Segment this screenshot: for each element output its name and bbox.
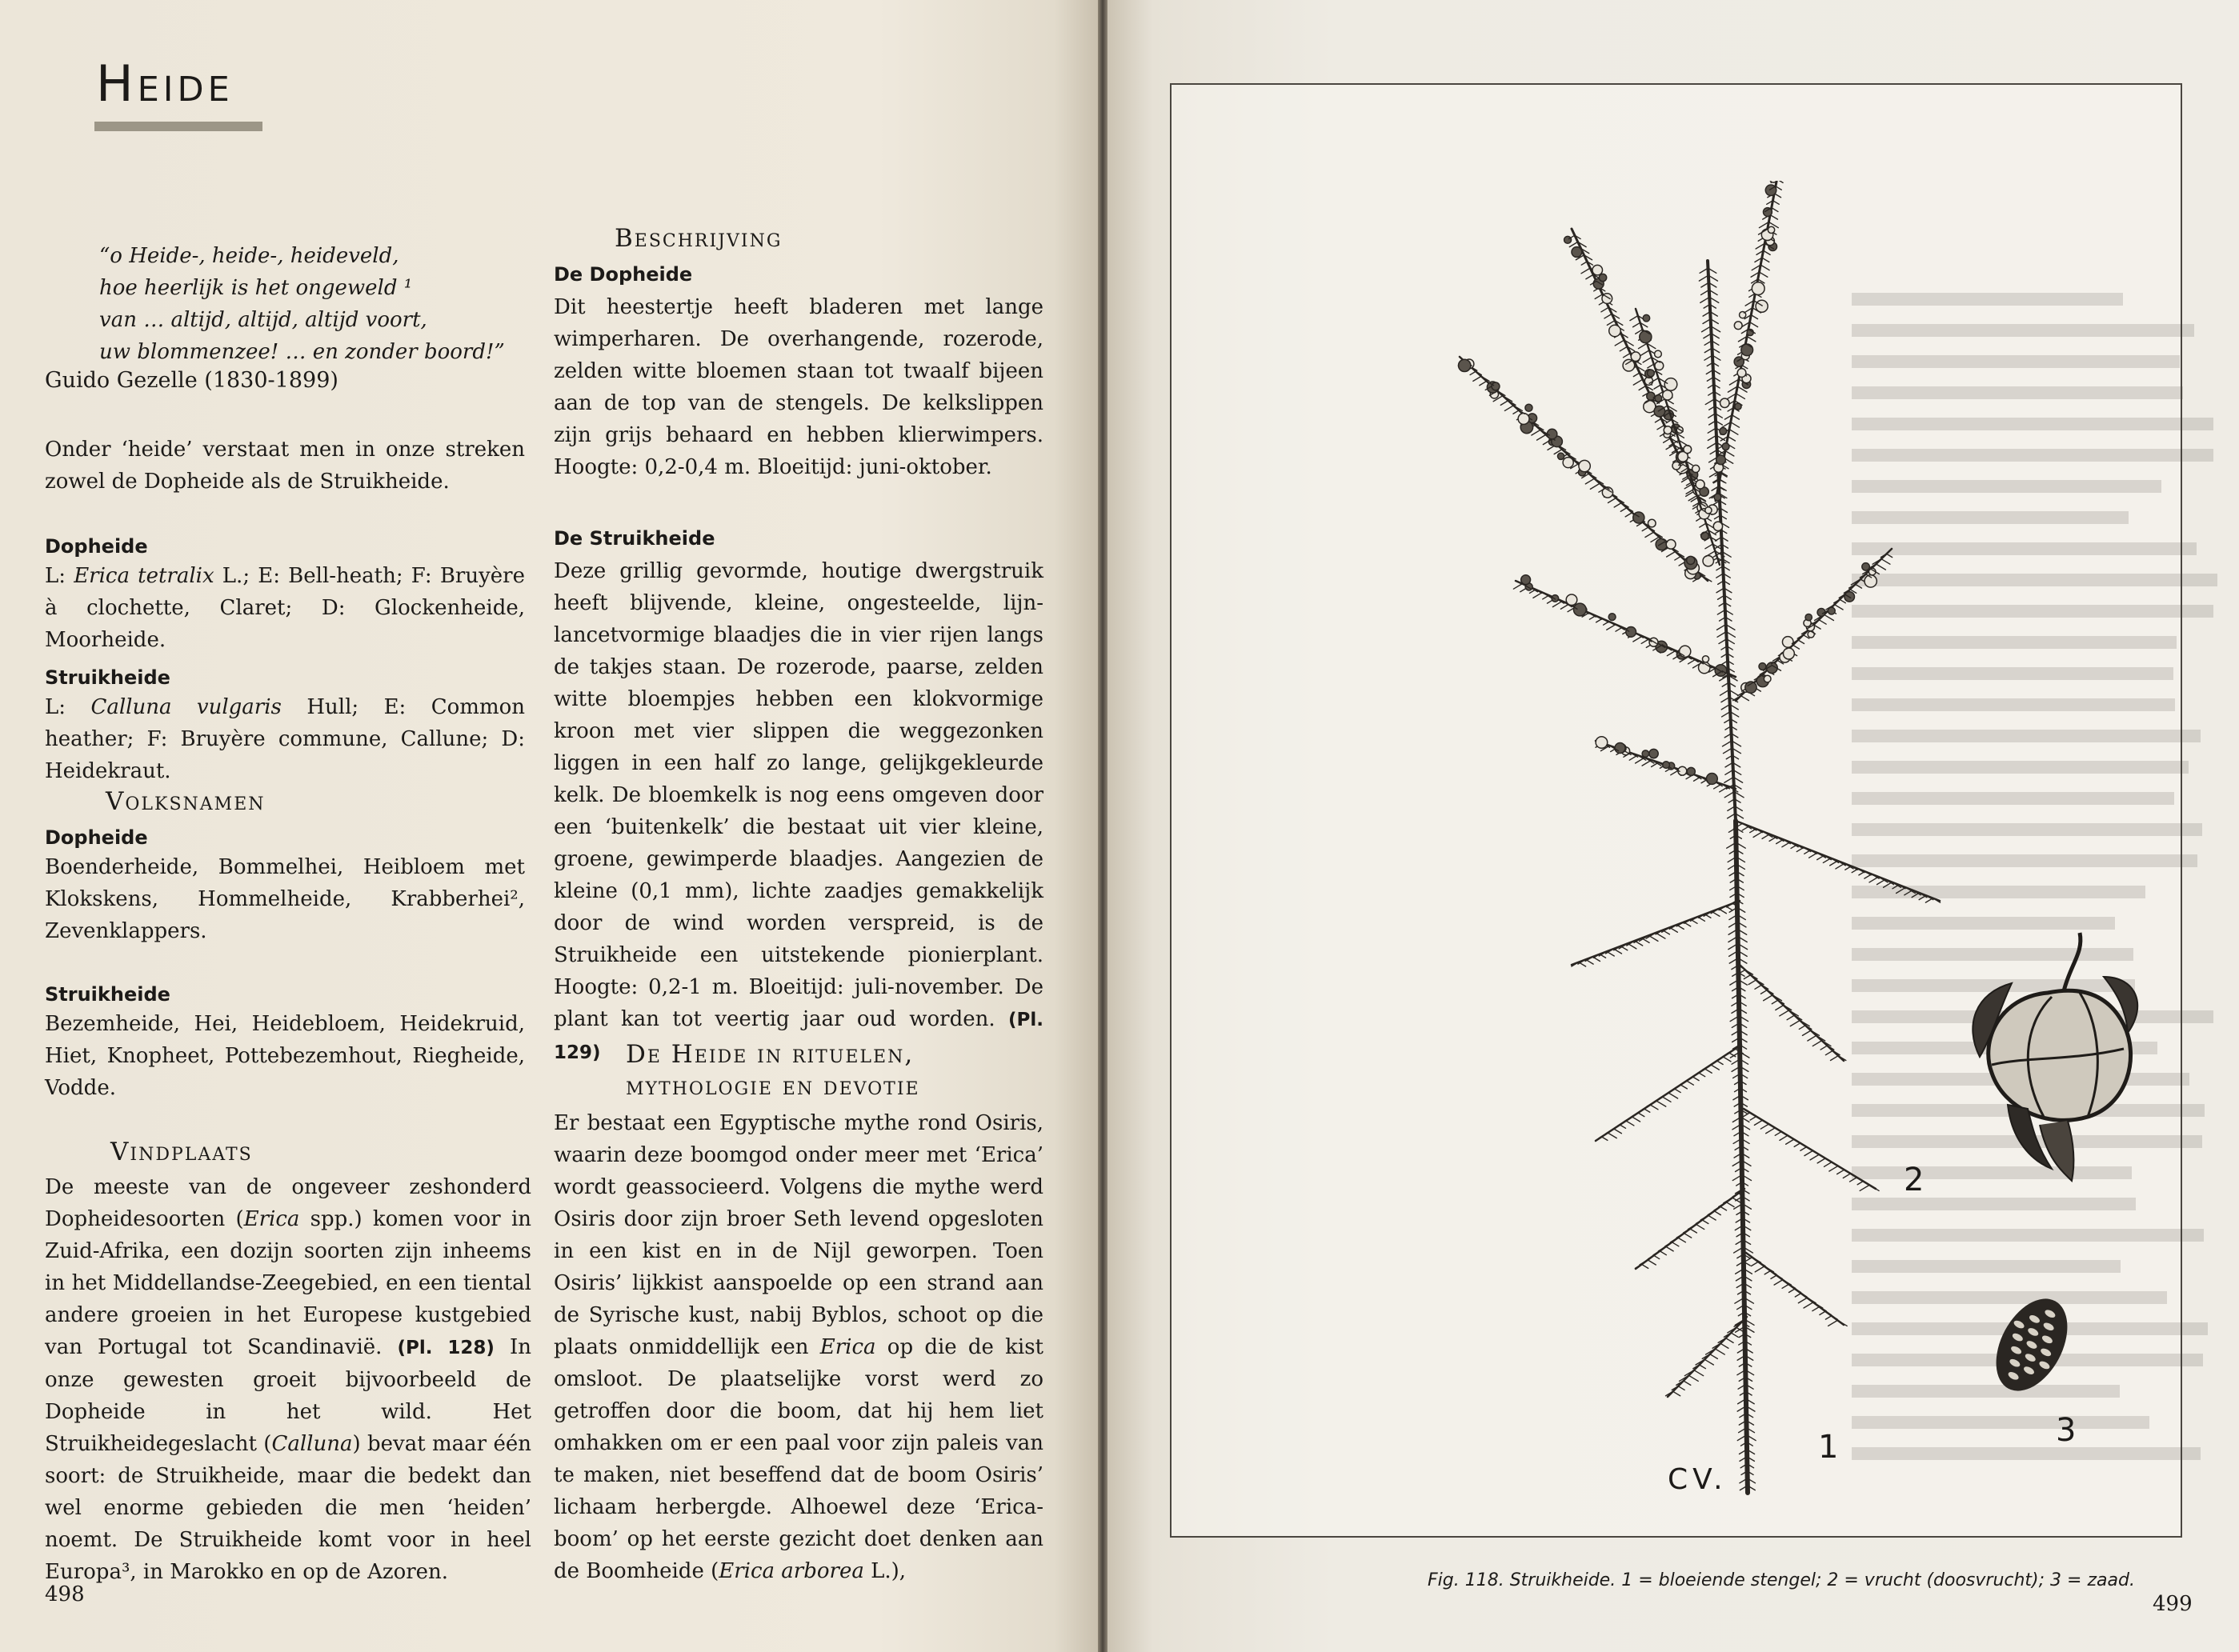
quote-line: uw blommenzee! … en zonder boord!” [99, 340, 505, 364]
volksnamen-heading: Struikheide [45, 983, 170, 1006]
name-block-dopheide [45, 533, 525, 656]
latin-name: Erica [819, 1335, 876, 1359]
text-run: ) bevat maar één soort: de Struikheide, maar die bedekt dan wel enorme gebieden die men ‘heiden’ noemt. De Struikheide komt voor in heel Europa³, in Marokko en op de Azoren. [45, 1432, 531, 1584]
beschrijving-struikheide-text [554, 555, 1043, 1069]
section-title-vindplaats: Vindplaats [110, 1138, 253, 1166]
subheading-struikheide: De Struikheide [554, 527, 715, 550]
plate-reference: (Pl. 128) [397, 1338, 495, 1358]
epigraph-quote [99, 240, 505, 368]
volksnamen-text: Bezemheide, Hei, Heidebloem, Heidekruid, Hiet, Knopheet, Pottebezemhout, Riegheide, Vodde. [45, 1012, 525, 1100]
name-prefix: L: [45, 695, 91, 719]
text-run: L.), [863, 1559, 907, 1583]
left-page [0, 0, 1098, 1652]
latin-name: Erica [243, 1207, 300, 1231]
text-run: In onze gewesten groeit bijvoorbeeld de Dopheide in het wild. Het Struikheidegeslacht ( [45, 1335, 532, 1456]
figure-frame [1170, 83, 2182, 1590]
latin-name: Calluna [271, 1432, 353, 1456]
vindplaats-paragraph [45, 1171, 531, 1588]
quote-line: van … altijd, altijd, altijd voort, [99, 308, 427, 332]
latin-name: Erica tetralix [74, 564, 214, 588]
volksnamen-text: Boenderheide, Bommelhei, Heibloem met Klokskens, Hommelheide, Krabberhei², Zevenklappers. [45, 855, 525, 943]
artist-initials: CV. [1668, 1463, 1728, 1496]
text-run: Deze grillig gevormde, houtige dwergstruik heeft blijvende, kleine, ongesteelde, lijn-lancetvormige blaadjes die in vier rijen langs de takjes staan. De rozerode, paarse, zelden witte bloempjes hebben een klokvormige kroon met vier slippen die weggezonken liggen in een half zo lange, gelijkgekleurde kelk. De bloemkelk is nog eens omgeven door een ‘buitenkelk’ die bestaat uit vier kleine, groene, gewimperde blaadjes. Aangezien de kleine (0,1 mm), lichte zaadjes gemakkelijk door de wind worden verspreid, is de Struikheide een uitstekende pionierplant. Hoogte: 0,2-1 m. Bloeitijd: juli-november. De plant kan tot veertig jaar oud worden. [554, 559, 1043, 1031]
page-number-left: 498 [45, 1582, 85, 1606]
volksnamen-struikheide [45, 981, 525, 1104]
section-title-line: De Heide in rituelen, [626, 1040, 915, 1069]
latin-name: Erica arborea [719, 1559, 864, 1583]
page-number-right: 499 [2153, 1592, 2193, 1616]
caption-number: Fig. 118. Struikheide. [1428, 1570, 1622, 1590]
subheading-dopheide: De Dopheide [554, 263, 693, 286]
flowering-stem-drawing [1458, 181, 1940, 1493]
quote-line: “o Heide-, heide-, heideveld, [99, 244, 399, 268]
figure-label-fruit: 2 [1904, 1162, 1925, 1198]
name-text [45, 560, 525, 656]
plate-reference: (Pl. 129) [554, 1010, 1043, 1063]
beschrijving-dopheide-text: Dit heestertje heeft bladeren met lange wimperharen. De overhangende, rozerode, zelden witte bloemen staan tot twaalf bijeen aan de top van de stengels. De kelkslippen zijn grijs behaard en hebben klierwimpers. Hoogte: 0,2-0,4 m. Bloeitijd: juni-oktober. [554, 295, 1043, 479]
name-heading: Dopheide [45, 535, 148, 558]
fruit-capsule-drawing [1973, 933, 2137, 1181]
name-text [45, 691, 525, 787]
figure-label-stem: 1 [1818, 1429, 1839, 1466]
book-gutter [1098, 0, 1107, 1652]
text-run: Er bestaat een Egyptische mythe rond Osiris, waarin deze boomgod onder meer met ‘Erica’ wordt geassocieerd. Volgens die mythe werd Osiris door zijn broer Seth levend opgesloten in een kist en in de Nijl geworpen. Toen Osiris’ lijkkist aanspoelde op een strand aan de Syrische kust, nabij Byblos, schoot op die plaats onmiddellijk een [554, 1111, 1043, 1359]
quote-author: Guido Gezelle (1830-1899) [45, 368, 338, 393]
name-suffix: L.; E: Bell-heath; F: Bruyère à clochette, Claret; D: Glockenheide, Moorheide. [45, 564, 525, 652]
caption-text: 1 = bloeiende stengel; 2 = vrucht (doosvrucht); 3 = zaad. [1621, 1570, 2135, 1590]
section-title-volksnamen: Volksnamen [106, 787, 266, 816]
text-run: op die de kist omsloot. De plaatselijke vorst werd zo getroffen door die boom, dat hij hem liet omhakken om er een paal voor zijn paleis van te maken, niet beseffend dat de boom Osiris’ lichaam herbergde. Alhoewel deze ‘Erica-boom’ op het eerste gezicht doet denken aan de Boomheide ( [554, 1335, 1044, 1583]
name-suffix: Hull; E: Common heather; F: Bruyère commune, Callune; D: Heidekraut. [45, 695, 525, 783]
latin-name: Calluna vulgaris [90, 695, 282, 719]
intro-paragraph: Onder ‘heide’ verstaat men in onze streken zowel de Dopheide als de Struikheide. [45, 438, 525, 494]
quote-line: hoe heerlijk is het ongeweld ¹ [99, 276, 413, 300]
figure-caption [1428, 1570, 2135, 1590]
volksnamen-dopheide [45, 824, 525, 947]
heather-illustration [1332, 181, 2164, 1541]
text-run: De meeste van de ongeveer zeshonderd Dopheidesoorten ( [45, 1175, 531, 1231]
right-page [1107, 0, 2239, 1652]
section-title-rituelen [626, 1038, 920, 1102]
volksnamen-heading: Dopheide [45, 826, 148, 849]
name-prefix: L: [45, 564, 74, 588]
rituelen-paragraph [554, 1107, 1043, 1587]
figure-label-seed: 3 [2056, 1412, 2077, 1449]
seed-drawing [1981, 1286, 2081, 1402]
chapter-title: Heide [96, 54, 234, 113]
section-title-beschrijving: Beschrijving [615, 224, 783, 253]
text-run: spp.) komen voor in Zuid-Afrika, een dozijn soorten zijn inheems in het Middellandse-Zeegebied, en een tiental andere groeien in het Europese kustgebied van Portugal tot Scandinavië. [45, 1207, 532, 1359]
section-title-line: mythologie en devotie [626, 1072, 920, 1101]
name-heading: Struikheide [45, 666, 170, 689]
name-block-struikheide [45, 664, 525, 787]
title-underline [94, 122, 262, 131]
